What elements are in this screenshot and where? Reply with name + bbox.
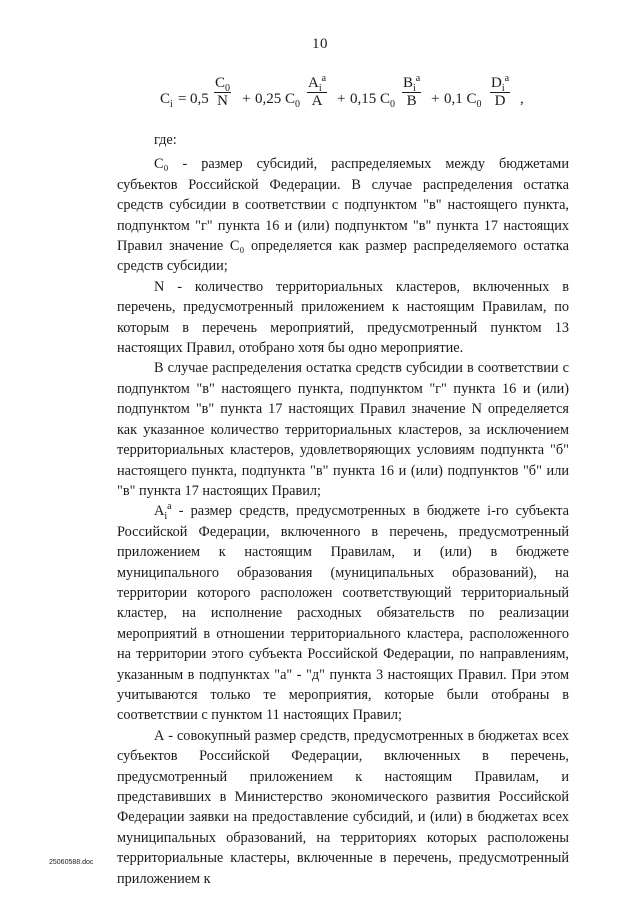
formula-coef3: 0,15 $C_0$ <box>350 91 396 110</box>
formula-plus: + <box>431 91 440 107</box>
formula-fraction-3: $B_i^a$ B <box>403 73 421 109</box>
formula-coef4: 0,1 $C_0$ <box>444 91 482 110</box>
page-number: 10 <box>312 36 328 52</box>
formula-coef2: 0,25 $C_0$ <box>255 91 301 110</box>
formula-lhs: $C_i$ <box>160 91 173 110</box>
formula-coef1: 0,5 <box>190 91 209 107</box>
document-body <box>117 130 569 889</box>
formula-eq: = <box>178 91 187 107</box>
paragraph-n-definition: N - количество территориальных кластеров, включенных в перечень, предусмотренный приложением к настоящим Правилам, по которым в перечень мероприятий, предусмотренный пунктом 13 настоящих Правил, отобрано хотя бы одно мероприятие. <box>117 278 569 357</box>
paragraph-n-remainder: В случае распределения остатка средств субсидии в соответствии с подпунктом "в" настоящего пункта, подпунктом "г" пункта 16 и (или) подпунктом "в" пункта 17 настоящих Правил значение N определяется как указанное количество территориальных кластеров, за исключением территориальных кластеров, удовлетворяющих условиям подпункта "б" настоящего пункта, подпункта "в" пункта 16 и (или) подпунктов "б" или "в" пункта 17 настоящих Правил; <box>117 360 569 499</box>
formula-fraction-4: $D_i^a$ D <box>491 73 510 109</box>
subsidy-formula <box>160 72 540 124</box>
formula-plus: + <box>242 91 251 107</box>
paragraph-a-definition: А - совокупный размер средств, предусмотренных в бюджетах всех субъектов Российской Федерации, включенных в перечень, предусмотренный приложением к настоящим Правилам, и представивших в Министерство экономического развития Российской Федерации заявки на предоставление субсидий, и (или) в бюджетах всех муниципальных образований, на территориях которых расположены территориальные кластеры, включенные в перечень, предусмотренный приложением к <box>117 727 569 887</box>
formula-plus: + <box>337 91 346 107</box>
document-filename: 25060588.doc <box>49 859 94 866</box>
formula-fraction-1: $C_0$ N <box>215 75 231 109</box>
paragraph-where: где: <box>154 132 177 148</box>
ai-symbol: $A_i^a$ <box>154 501 172 523</box>
paragraph-ai-definition: $A_i^a$ - размер средств, предусмотренных в бюджете i-го субъекта Российской Федерации, включенного в перечень, предусмотренный приложением к настоящим Правилам, и (или) в бюджете муниципального образования (муниципальных образований), на территории которого расположен соответствующий территориальный кластер, на исполнение расходных обязательств по реализации мероприятий в отношении территориального кластера, расположенного на территории этого субъекта Российской Федерации, по направлениям, указанным в подпунктах "а" - "д" пункта 3 настоящих Правил. При этом учитываются только те мероприятия, которые были отобраны в соответствии с пунктом 11 настоящих Правил; <box>117 501 569 724</box>
formula-fraction-2: $A_i^a$ A <box>308 73 327 109</box>
paragraph-c0-definition: C₀ - размер субсидий, распределяемых между бюджетами субъектов Российской Федерации. В случае распределения остатка средств субсидии в соответствии с подпунктом "в" настоящего пункта, подпунктом "г" пункта 16 и (или) подпунктом "в" пункта 17 настоящих Правил значение C₀ определяется как размер распределяемого остатка средств субсидии; <box>117 156 569 275</box>
formula-comma: , <box>520 91 524 107</box>
